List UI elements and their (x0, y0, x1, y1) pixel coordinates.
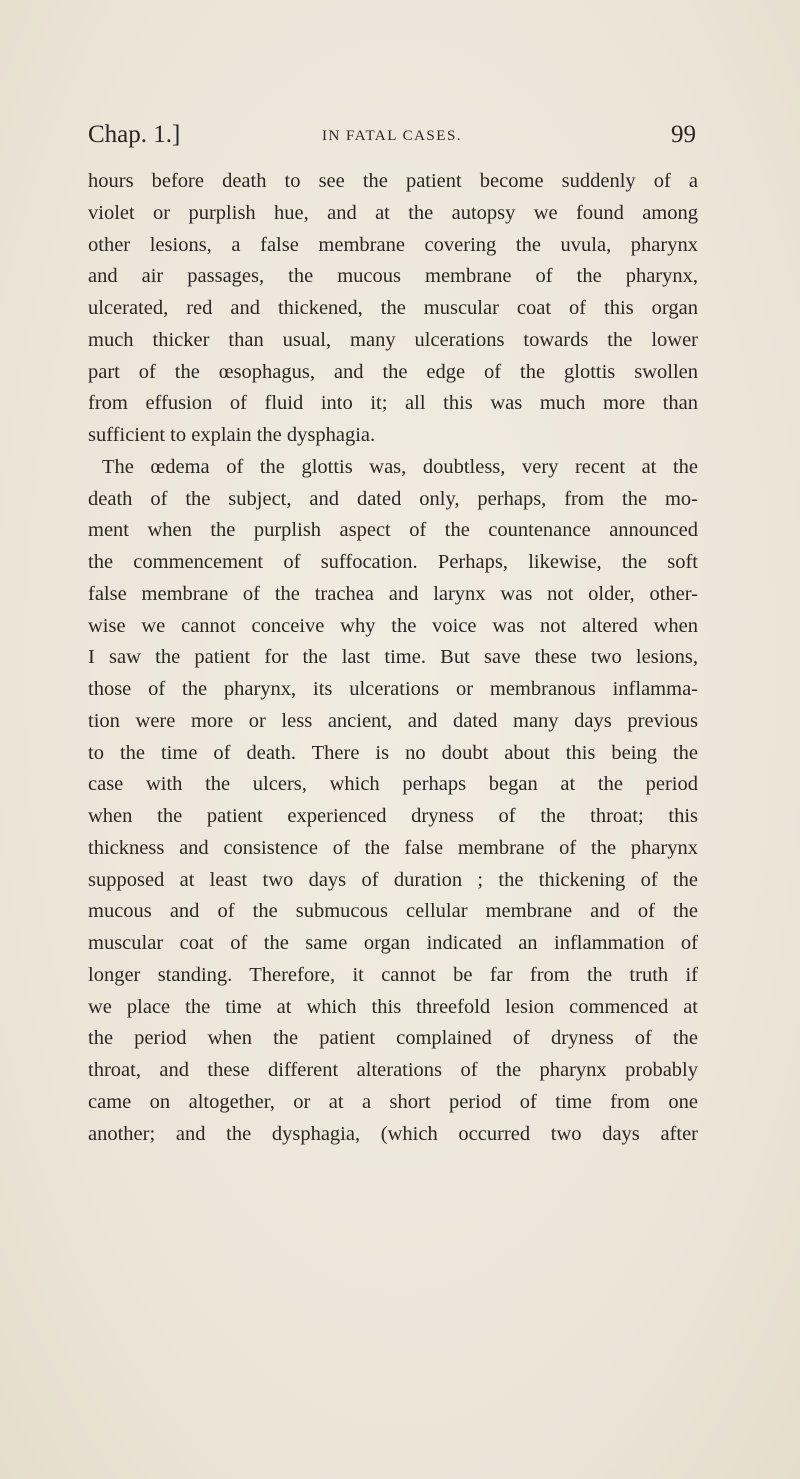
text-line: those of the pharynx, its ulcerations or membranous inflamma- (88, 678, 698, 700)
text-line: false membrane of the trachea and larynx was not older, other- (88, 582, 698, 605)
text-line: throat, and these different alterations of the pharynx probably (88, 1059, 698, 1081)
text-line: other lesions, a false membrane covering the uvula, pharynx (88, 233, 698, 256)
text-line: to the time of death. There is no doubt about this being the (88, 741, 698, 764)
text-line: violet or purplish hue, and at the autopsy we found among (88, 201, 698, 224)
body-text (88, 166, 698, 1150)
text-line: death of the subject, and dated only, perhaps, from the mo- (88, 487, 698, 510)
text-line: we place the time at which this threefold lesion commenced at (88, 995, 698, 1018)
text-line: thickness and consistence of the false membrane of the pharynx (88, 836, 698, 859)
paragraph-start-line: The œdema of the glottis was, doubtless, very recent at the (102, 455, 698, 478)
text-line: wise we cannot conceive why the voice was not altered when (88, 614, 698, 637)
text-line: from effusion of fluid into it; all this was much more than (88, 392, 698, 415)
running-header (88, 118, 696, 152)
text-line: I saw the patient for the last time. But save these two lesions, (88, 646, 698, 669)
text-line: much thicker than usual, many ulcerations towards the lower (88, 328, 698, 351)
text-line: sufficient to explain the dysphagia. (88, 424, 376, 446)
text-line: ment when the purplish aspect of the countenance announced (88, 519, 698, 542)
text-line: supposed at least two days of duration ; the thickening of the (88, 868, 698, 891)
text-line: hours before death to see the patient become suddenly of a (88, 170, 698, 192)
text-line: when the patient experienced dryness of the throat; this (88, 805, 698, 827)
text-line: came on altogether, or at a short period of time from one (88, 1090, 698, 1113)
running-title: IN FATAL CASES. (321, 128, 463, 144)
text-line: case with the ulcers, which perhaps began at the period (88, 773, 698, 796)
chapter-label: Chap. 1.] (88, 121, 181, 148)
text-line: the period when the patient complained of dryness of the (88, 1027, 698, 1050)
text-line: mucous and of the submucous cellular membrane and of the (88, 900, 698, 923)
text-line: the commencement of suffocation. Perhaps, likewise, the soft (88, 551, 698, 573)
text-line: muscular coat of the same organ indicated an inflammation of (88, 932, 698, 954)
text-line: longer standing. Therefore, it cannot be far from the truth if (88, 963, 698, 986)
text-line: another; and the dysphagia, (which occurred two days after (88, 1122, 698, 1145)
text-line: part of the œsophagus, and the edge of the glottis swollen (88, 360, 698, 383)
text-line: and air passages, the mucous membrane of the pharynx, (88, 265, 698, 288)
text-line: tion were more or less ancient, and dated many days previous (88, 709, 698, 732)
text-line: ulcerated, red and thickened, the muscular coat of this organ (88, 297, 698, 319)
page-number: 99 (671, 121, 696, 148)
